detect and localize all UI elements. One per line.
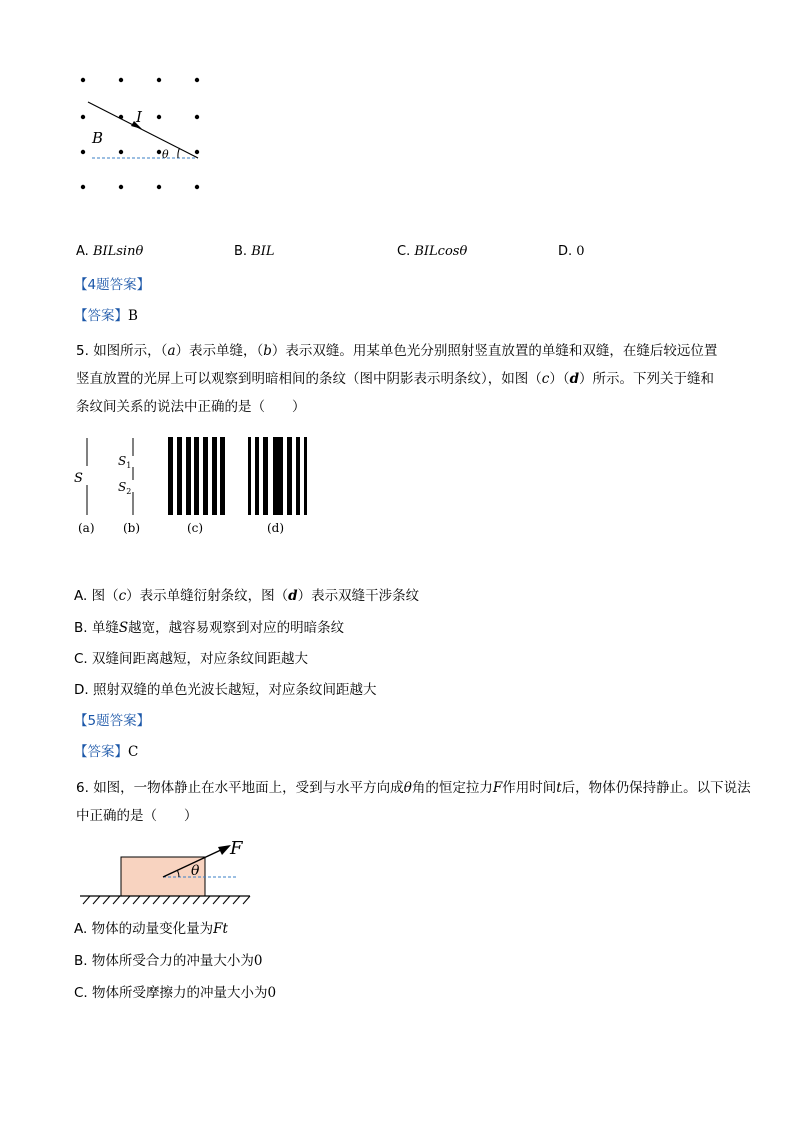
label-field: B bbox=[92, 129, 104, 147]
answer-label: 【答案】 bbox=[74, 308, 128, 324]
option-letter: A. bbox=[74, 588, 88, 604]
ground-hatching bbox=[83, 896, 250, 904]
option-letter: A. bbox=[74, 921, 88, 937]
option-var: d bbox=[288, 588, 298, 604]
q5-answer bbox=[74, 742, 138, 762]
option-letter: B. bbox=[74, 953, 88, 969]
answer-value: B bbox=[128, 308, 138, 324]
q5-option-d bbox=[74, 680, 376, 700]
question-number: 5. bbox=[76, 343, 89, 359]
label-s2-main: S bbox=[118, 480, 127, 494]
stem-text: ）表示双缝。用某单色光分别照射竖直放置的单缝和双缝，在缝后较远位置竖直放置的光屏上可以观察到明暗相间的条纹（图中阴影表示明条纹），如图（ bbox=[76, 343, 718, 387]
label-s2 bbox=[118, 480, 131, 496]
option-text: 图（ bbox=[91, 588, 119, 604]
stem-var: a bbox=[167, 343, 176, 359]
q5-option-c bbox=[74, 649, 308, 669]
option-var: c bbox=[118, 588, 127, 604]
stem-text: 作用时间 bbox=[502, 780, 557, 796]
q6-option-a bbox=[74, 919, 228, 939]
q4-option-b bbox=[234, 244, 275, 259]
option-text: ）表示单缝衍射条纹，图（ bbox=[126, 588, 289, 604]
stem-var: c bbox=[541, 371, 550, 387]
answer-label: 【答案】 bbox=[74, 744, 128, 760]
q5-figure bbox=[70, 430, 320, 545]
angle-arc bbox=[178, 148, 180, 158]
fringe-pattern-c bbox=[168, 437, 225, 515]
answer-value: C bbox=[128, 744, 139, 760]
label-s1 bbox=[118, 454, 131, 470]
q5-option-b bbox=[74, 618, 344, 638]
q4-option-a bbox=[76, 244, 143, 259]
option-var: 0 bbox=[267, 985, 277, 1001]
stem-text: ）所示。下列关于缝和条纹间关系的说法中正确的是（ ） bbox=[76, 371, 715, 415]
option-text: BIL bbox=[251, 244, 275, 259]
stem-var: θ bbox=[403, 780, 412, 796]
option-letter: A. bbox=[76, 244, 89, 259]
option-var: Ft bbox=[213, 921, 228, 937]
wire-line bbox=[88, 102, 198, 158]
question-number: 6. bbox=[76, 780, 89, 796]
option-text: 双缝间距离越短，对应条纹间距越大 bbox=[92, 651, 309, 667]
option-letter: D. bbox=[558, 244, 573, 259]
stem-text: 角的恒定拉力 bbox=[411, 780, 493, 796]
option-text: 越宽，越容易观察到对应的明暗条纹 bbox=[128, 620, 345, 636]
label-s2-sub: 2 bbox=[126, 487, 132, 496]
option-text: 0 bbox=[576, 244, 585, 259]
q6-option-b bbox=[74, 951, 262, 971]
stem-text: 如图所示，（ bbox=[93, 343, 168, 359]
label-angle: θ bbox=[191, 863, 200, 879]
caption-b: (b) bbox=[123, 521, 141, 535]
option-text: ）表示双缝干涉条纹 bbox=[297, 588, 420, 604]
stem-text: ）（ bbox=[549, 371, 570, 387]
stem-text: ）表示单缝，（ bbox=[175, 343, 264, 359]
option-letter: B. bbox=[74, 620, 88, 636]
q4-option-c bbox=[397, 244, 467, 259]
caption-a: (a) bbox=[78, 521, 95, 535]
label-s: S bbox=[74, 471, 83, 486]
option-var: 0 bbox=[253, 953, 263, 969]
q4-option-d bbox=[558, 244, 585, 259]
stem-text: 后，物体仍保持静止。以下说法中正确的是（ ） bbox=[76, 780, 751, 824]
label-s1-main: S bbox=[118, 454, 127, 468]
q6-figure bbox=[75, 834, 265, 914]
q4-figure bbox=[70, 70, 215, 200]
q6-stem bbox=[76, 774, 756, 830]
label-current: I bbox=[136, 108, 142, 126]
label-angle: θ bbox=[162, 148, 169, 161]
option-var: S bbox=[118, 620, 129, 636]
stem-var: b bbox=[263, 343, 272, 359]
option-letter: C. bbox=[74, 985, 88, 1001]
stem-var: d bbox=[569, 371, 580, 387]
label-s1-sub: 1 bbox=[126, 461, 132, 470]
q5-stem bbox=[76, 337, 726, 421]
option-text: 照射双缝的单色光波长越短，对应条纹间距越大 bbox=[92, 682, 377, 698]
option-letter: D. bbox=[74, 682, 89, 698]
q4-answer bbox=[74, 306, 138, 326]
option-text: 物体所受摩擦力的冲量大小为 bbox=[92, 985, 268, 1001]
option-letter: B. bbox=[234, 244, 248, 259]
stem-var: F bbox=[492, 780, 503, 796]
option-text: 单缝 bbox=[91, 620, 119, 636]
q5-answer-heading: 【5题答案】 bbox=[74, 713, 151, 729]
option-text: 物体的动量变化量为 bbox=[91, 921, 214, 937]
caption-d: (d) bbox=[267, 521, 285, 535]
option-text: BILsinθ bbox=[92, 244, 144, 259]
q4-answer-heading: 【4题答案】 bbox=[74, 277, 151, 293]
q5-option-a bbox=[74, 586, 419, 606]
q6-option-c bbox=[74, 983, 276, 1003]
caption-c: (c) bbox=[187, 521, 204, 535]
fringe-pattern-d bbox=[248, 437, 307, 515]
option-letter: C. bbox=[74, 651, 88, 667]
label-force: F bbox=[230, 838, 243, 859]
option-text: BILcosθ bbox=[414, 244, 468, 259]
option-letter: C. bbox=[397, 244, 411, 259]
option-text: 物体所受合力的冲量大小为 bbox=[91, 953, 254, 969]
stem-text: 如图，一物体静止在水平地面上，受到与水平方向成 bbox=[93, 780, 404, 796]
stem-var: t bbox=[556, 780, 562, 796]
